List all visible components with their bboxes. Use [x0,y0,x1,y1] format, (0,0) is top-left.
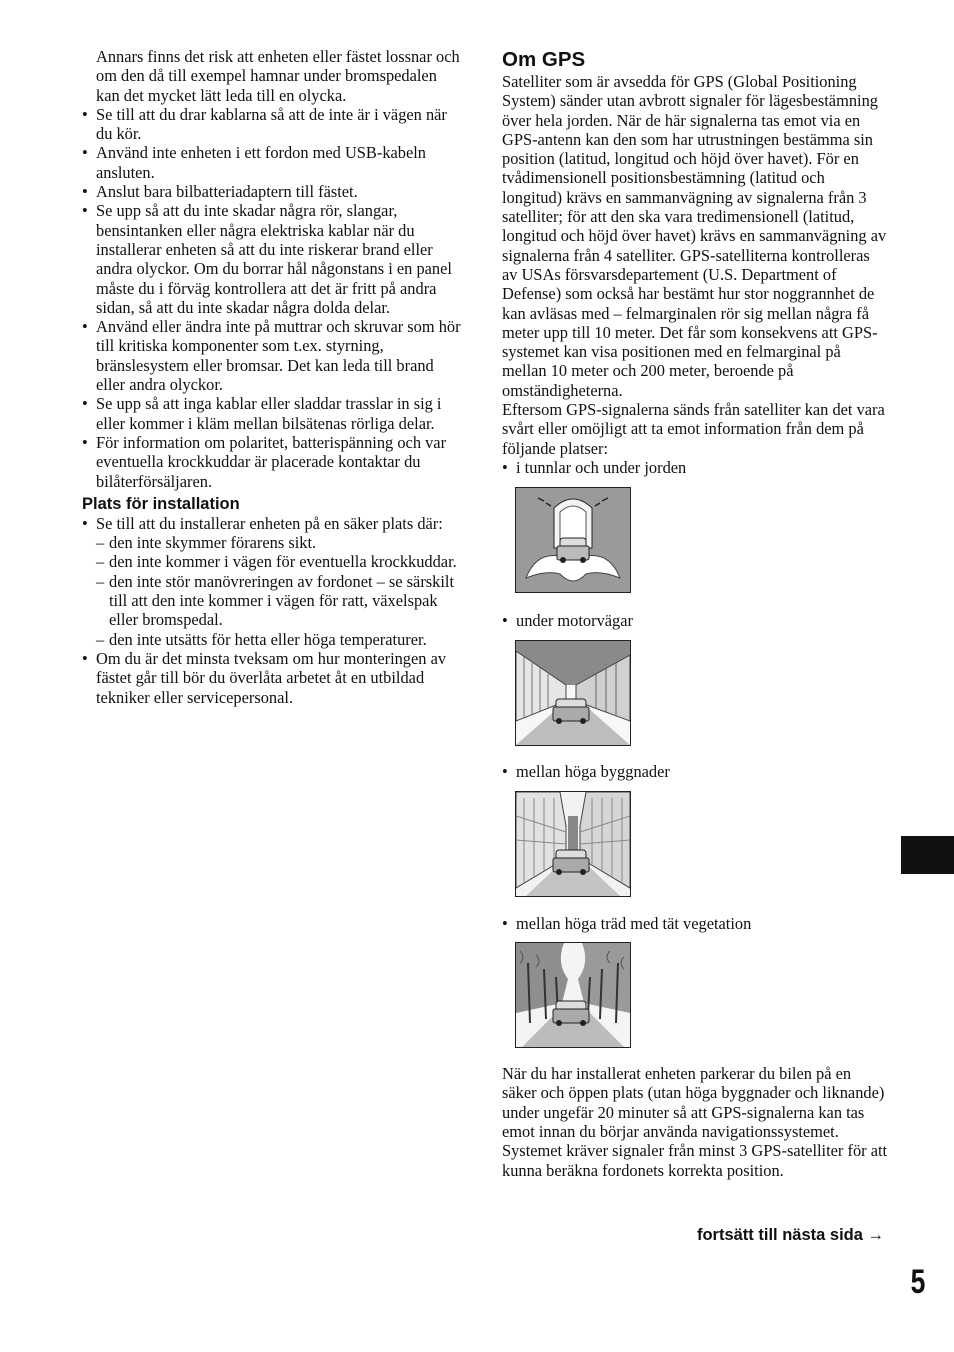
list-item: • Se upp så att du inte skadar några rör, slangar, bensintanken eller några elektriska kablar när du installerar enheten så att du inte riskerar brand eller andra olyckor. Om du borrar hål någonstans i en panel måste du i förväg kontrollera att det är fritt på andra sidan, så att du inte skadar några dolda delar. [82,201,464,317]
trees-illustration [515,942,631,1048]
places-list [502,762,888,781]
section-tab [901,836,954,874]
install-list [82,514,464,707]
continue-text: fortsätt till nästa sida [696,1226,863,1244]
list-item: • mellan höga byggnader [502,762,888,781]
right-arrow-icon: → [867,1226,884,1244]
gps-paragraph-1: Satelliter som är avsedda för GPS (Global Positioning System) sänder utan avbrott signaler för lägesbestämning över hela jorden. När de här signalerna tas emot via en GPS-antenn kan den som har utrustningen bestämma sin position (latitud, longitud och höjd över havet). För en tvådimensionell positionsbestämning (latitud och longitud) krävs en sammanvägning av signalerna från 3 satelliter; för att den ska vara tredimensionell (latitud, longitud och höjd över havet) krävs en sammanvägning av signalerna från 4 satelliter. GPS-satelliterna kontrolleras av USAs försvarsdepartement (U.S. Department of Defense) som också har bestämt hur stor noggrannhet de kan avläsas med – felmarginalen rör sig mellan några få meter upp till 10 meter. Det får som konsekvens att GPS-systemet kan visa positionen med en felmarginal på mellan 10 meter och 200 meter, beroende på omständigheterna. [502,72,887,400]
places-list [502,914,888,933]
dash-item: – den inte utsätts för hetta eller höga temperaturer. [82,630,464,649]
list-item: • Använd eller ändra inte på muttrar och skruvar som hör till kritiska komponenter som t.ex. styrning, bränslesystem eller bromsar. Det kan leda till brand eller andra olyckor. [82,317,464,394]
section-title-gps: Om GPS [502,48,586,71]
gps-paragraph-2: Eftersom GPS-signalerna sänds från satelliter kan det vara svårt eller omöjligt att ta emot information från dem på följande platser: [502,400,885,458]
list-item: • i tunnlar och under jorden [502,458,888,477]
dash-item: – den inte kommer i vägen för eventuella krockkuddar. [82,552,464,571]
dash-item: – den inte skymmer förarens sikt. [82,533,464,552]
list-item: • Om du är det minsta tveksam om hur monteringen av fästet går till bör du överlåta arbetet åt en utbildad tekniker eller servicepersonal. [82,649,464,707]
list-item: • För information om polaritet, batterispänning och var eventuella krockkuddar är placerade kontaktar du bilåterförsäljaren. [82,433,464,491]
overpass-icon [516,641,630,745]
continuation-paragraph: Annars finns det risk att enheten eller fästet lossnar och om den då till exempel hamnar under bromspedalen kan det mycket lätt leda till en olycka. [96,47,460,105]
list-item: • Anslut bara bilbatteriadaptern till fästet. [82,182,464,201]
list-item: • Se upp så att inga kablar eller sladdar trasslar in sig i eller kommer i kläm mellan bilsätenas rörliga delar. [82,394,464,433]
install-heading: Plats för installation [82,494,240,513]
trees-icon [516,943,630,1047]
list-item: • Se till att du installerar enheten på en säker plats där: [82,514,464,533]
places-list [502,458,888,477]
tunnel-icon [516,488,630,592]
list-item: • Använd inte enheten i ett fordon med USB-kabeln ansluten. [82,143,464,182]
overpass-illustration [515,640,631,746]
continue-notice [620,1226,884,1245]
list-item: • Se till att du drar kablarna så att de inte är i vägen när du kör. [82,105,464,144]
right-column [502,47,888,1180]
buildings-illustration [515,791,631,897]
buildings-icon [516,792,630,896]
dash-item: – den inte stör manövreringen av fordonet – se särskilt till att den inte kommer i vägen för ratt, växelspak eller bromspedal. [82,572,464,630]
places-list [502,611,888,630]
page-number: 5 [910,1263,926,1301]
gps-paragraph-3: När du har installerat enheten parkerar du bilen på en säker och öppen plats (utan höga byggnader och liknande) under ungefär 20 minuter så att GPS-signalerna kan tas emot innan du börjar använda navigationssystemet. Systemet kräver signaler från minst 3 GPS-satelliter för att kunna beräkna fordonets korrekta position. [502,1064,888,1180]
safety-bullet-list [82,105,464,491]
tunnel-illustration [515,487,631,593]
left-column [82,47,464,707]
list-item: • mellan höga träd med tät vegetation [502,914,888,933]
list-item: • under motorvägar [502,611,888,630]
